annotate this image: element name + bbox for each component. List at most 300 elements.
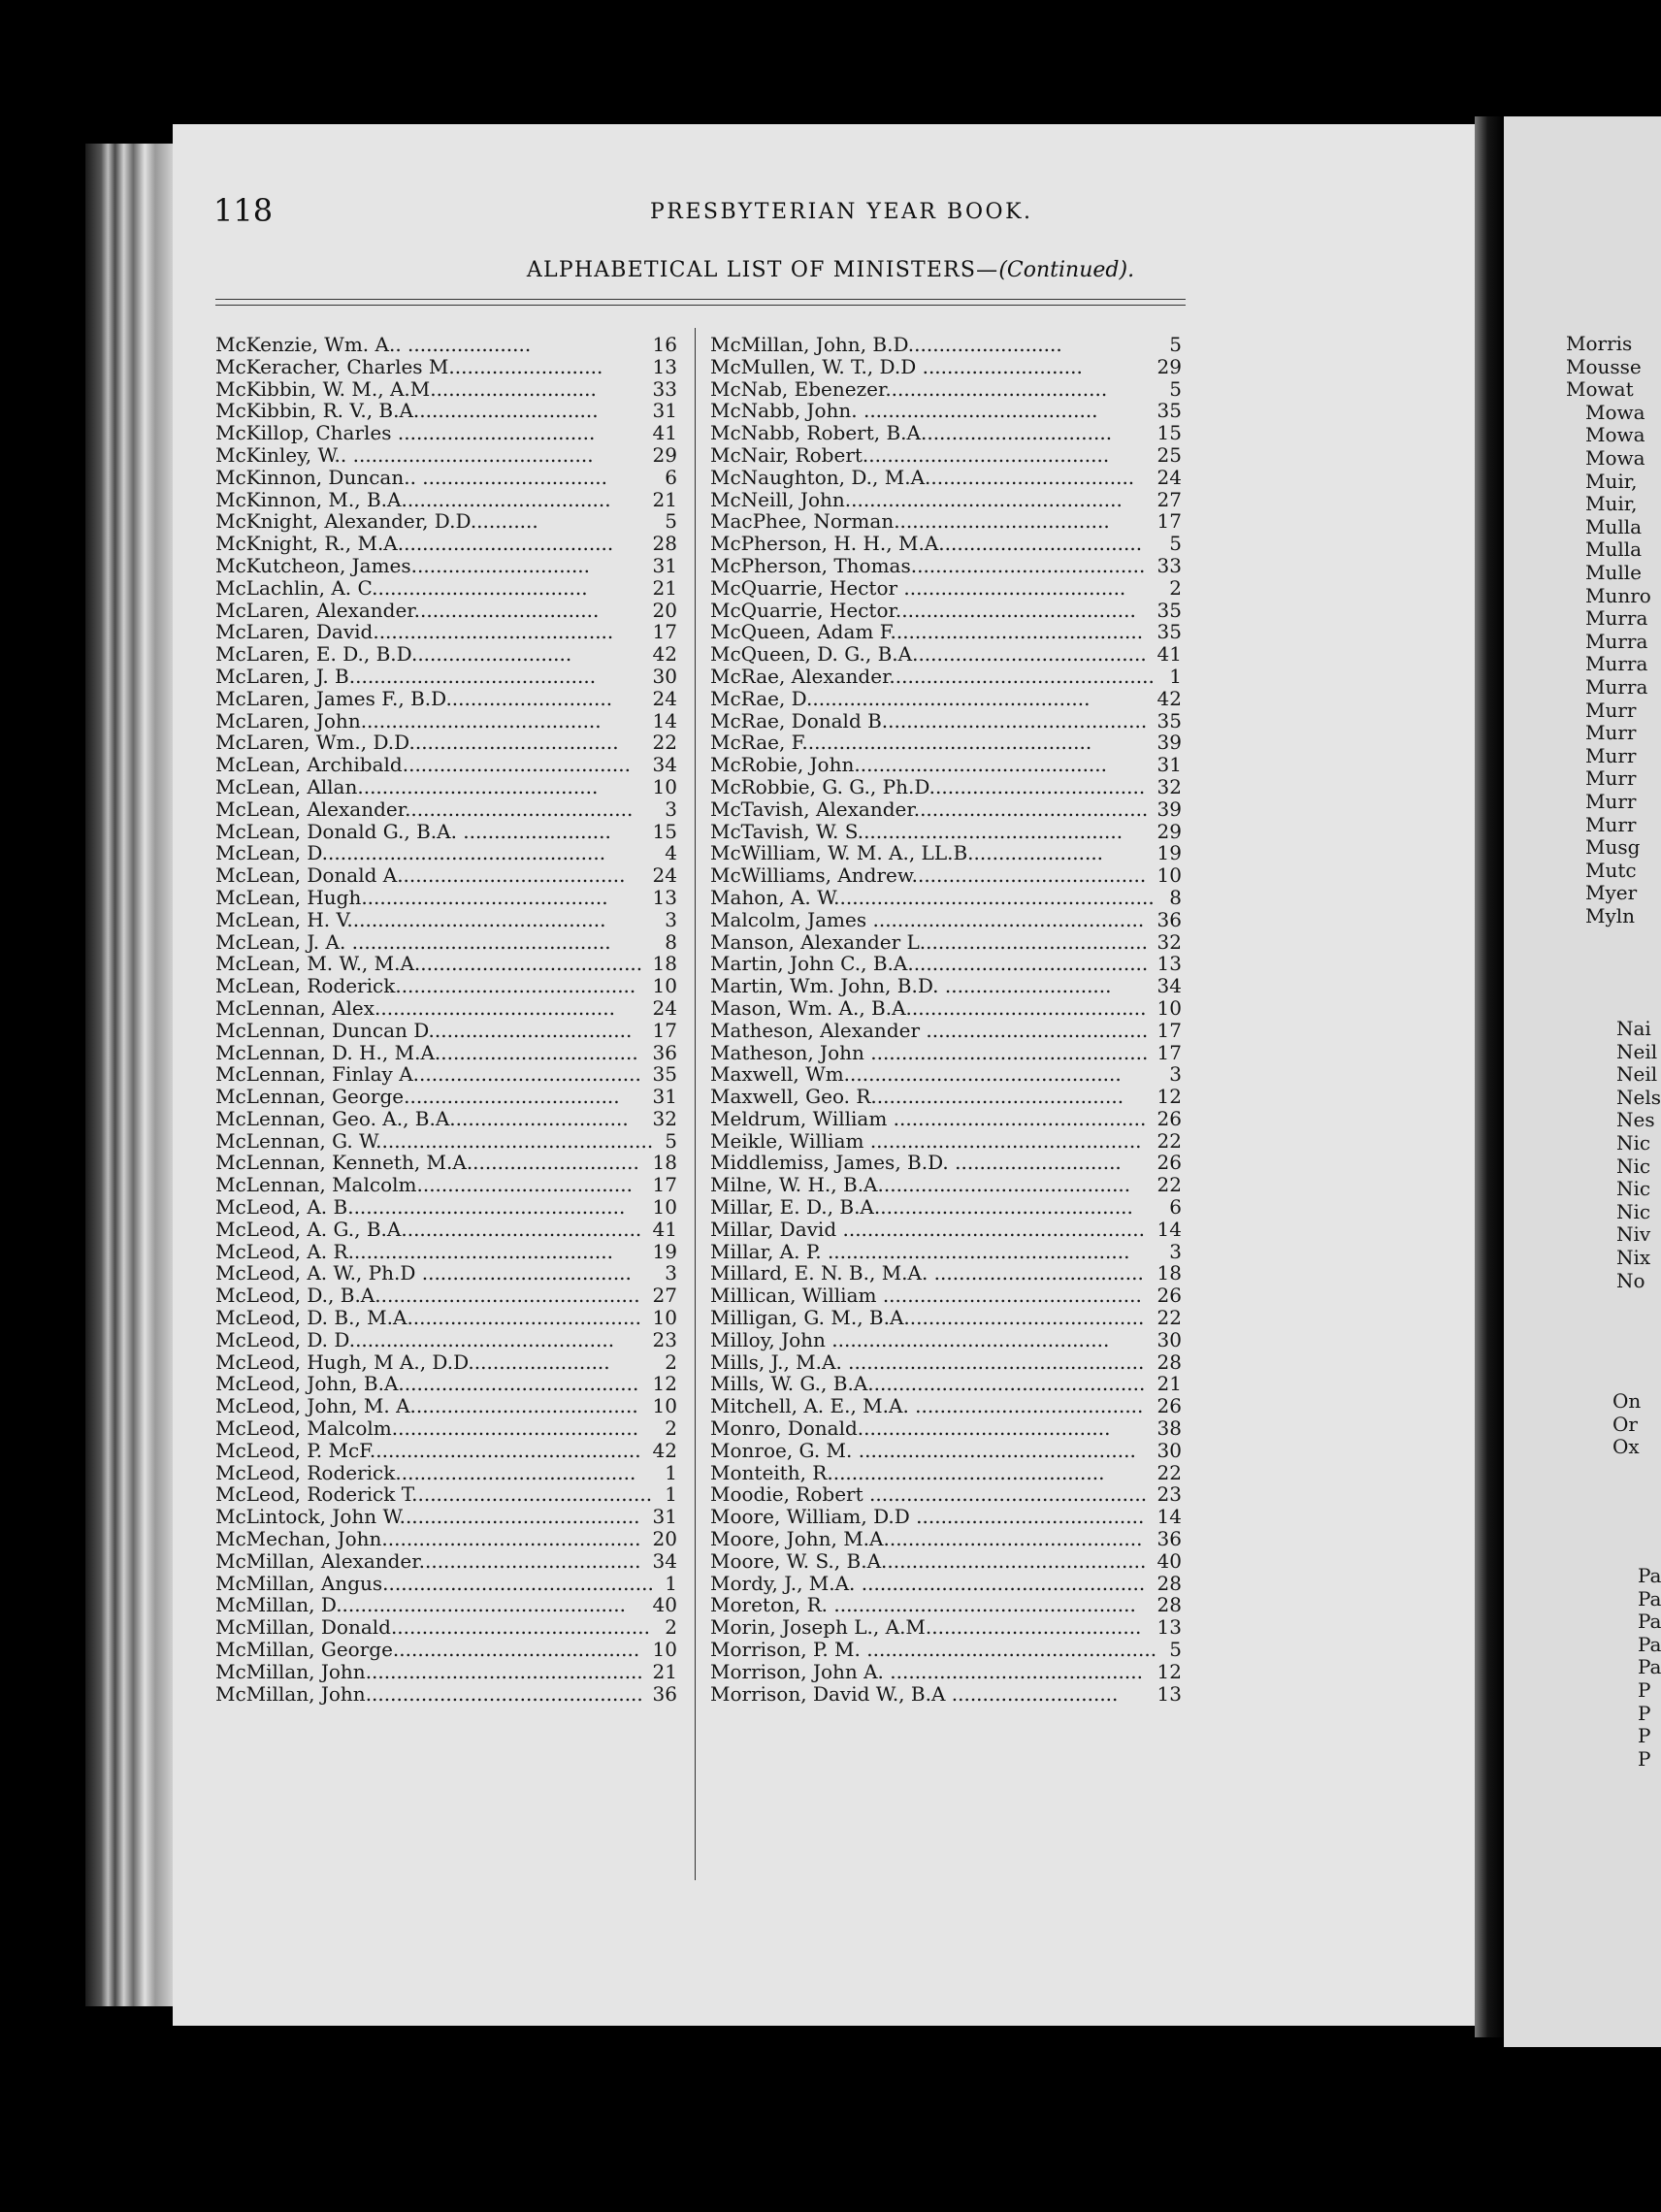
presbytery-number: 38 (1156, 1416, 1182, 1441)
presbytery-number: 28 (1156, 1350, 1182, 1374)
double-rule-top (215, 299, 1186, 300)
presbytery-number: 1 (1169, 664, 1182, 688)
presbytery-number: 31 (1156, 753, 1182, 777)
minister-entry (710, 1573, 1182, 1595)
minister-name: Mahon, A. W.................................................... (710, 885, 1155, 909)
presbytery-number: 22 (1156, 1306, 1182, 1330)
minister-entry (215, 732, 677, 754)
facing-page-entry: Ox (1612, 1435, 1640, 1459)
minister-entry (710, 356, 1182, 378)
minister-name: McLennan, Duncan D................................. (215, 1018, 633, 1042)
minister-entry (710, 467, 1182, 489)
minister-name: Mills, W. G., B.A............................................. (710, 1372, 1146, 1396)
minister-entry (710, 1262, 1182, 1285)
minister-name: McMillan, Donald.......................................... (215, 1615, 650, 1640)
presbytery-number: 26 (1156, 1394, 1182, 1418)
minister-entry (710, 842, 1182, 864)
minister-entry (710, 1174, 1182, 1196)
presbytery-number: 23 (1156, 1482, 1182, 1507)
facing-page-entry: P (1638, 1678, 1651, 1702)
minister-name: Malcolm, James ............................................ (710, 907, 1145, 931)
facing-page-entry: Munro (1585, 583, 1651, 607)
minister-name: McRobie, John......................................... (710, 753, 1108, 777)
minister-entry (710, 555, 1182, 577)
minister-entry (710, 909, 1182, 931)
presbytery-number: 10 (652, 974, 677, 998)
presbytery-number: 35 (652, 1062, 677, 1087)
minister-entry (710, 1130, 1182, 1153)
minister-entry (215, 909, 677, 931)
minister-name: McLaren, J. B........................................ (215, 664, 597, 688)
facing-page-entry: Pa (1638, 1564, 1661, 1587)
minister-name: Meldrum, William ......................................... (710, 1106, 1147, 1130)
minister-entry (215, 1351, 677, 1374)
facing-page (1504, 116, 1661, 2047)
minister-name: McMillan, Angus............................................ (215, 1571, 654, 1595)
presbytery-number: 28 (652, 532, 677, 556)
presbytery-number: 42 (1156, 686, 1182, 710)
minister-name: McRae, D.............................................. (710, 686, 1091, 710)
minister-entry (710, 378, 1182, 401)
minister-entry (710, 710, 1182, 732)
presbytery-number: 10 (1156, 995, 1182, 1020)
presbytery-number: 5 (665, 509, 677, 534)
presbytery-number: 3 (665, 1261, 677, 1285)
minister-name: McLennan, Geo. A., B.A............................. (215, 1106, 629, 1130)
minister-name: McQuarrie, Hector....................................... (710, 598, 1136, 622)
minister-name: McLeod, A. G., B.A....................................... (215, 1217, 642, 1241)
presbytery-number: 10 (652, 1306, 677, 1330)
presbytery-number: 6 (1169, 1195, 1182, 1220)
minister-name: Maxwell, Wm............................................. (710, 1062, 1122, 1087)
facing-page-entry: Murra (1585, 606, 1648, 631)
facing-page-entry: No (1616, 1268, 1645, 1292)
minister-name: McLeod, A. R........................................... (215, 1239, 613, 1263)
minister-entry (710, 887, 1182, 909)
minister-name: McLennan, Finlay A..................................... (215, 1062, 641, 1087)
minister-name: McLennan, G. W............................................. (215, 1128, 654, 1153)
presbytery-number: 19 (652, 1239, 677, 1263)
minister-entry (710, 1152, 1182, 1174)
presbytery-number: 25 (1156, 442, 1182, 467)
minister-name: McMillan, George........................................ (215, 1638, 640, 1662)
facing-page-entry: Mulla (1585, 514, 1643, 538)
running-title: PRESBYTERIAN YEAR BOOK. (650, 200, 1033, 224)
minister-entry (215, 1241, 677, 1263)
facing-page-entry: Murr (1585, 698, 1637, 722)
presbytery-number: 2 (1169, 575, 1182, 600)
minister-entry (215, 1174, 677, 1196)
facing-page-entries (1504, 116, 1661, 2047)
minister-entry (710, 1307, 1182, 1329)
presbytery-number: 13 (652, 354, 677, 378)
minister-entry (710, 1462, 1182, 1484)
minister-entry (215, 887, 677, 909)
minister-name: McPherson, Thomas...................................... (710, 553, 1146, 577)
book-binding-edge (85, 144, 173, 2006)
minister-entry (215, 688, 677, 710)
minister-entry (710, 422, 1182, 444)
facing-page-entry: Muir, (1585, 469, 1638, 493)
minister-entry (215, 1130, 677, 1153)
minister-entry (710, 1086, 1182, 1108)
minister-name: Martin, Wm. John, B.D. ........................... (710, 974, 1112, 998)
minister-entry (710, 489, 1182, 511)
presbytery-number: 26 (1156, 1106, 1182, 1130)
minister-entry (215, 467, 677, 489)
section-title (0, 258, 1661, 282)
minister-entry (215, 489, 677, 511)
minister-entry (710, 1219, 1182, 1241)
minister-entry (215, 1395, 677, 1417)
presbytery-number: 8 (1169, 885, 1182, 909)
minister-entry (215, 510, 677, 533)
presbytery-number: 26 (1156, 1284, 1182, 1308)
presbytery-number: 5 (1169, 376, 1182, 401)
presbytery-number: 35 (1156, 708, 1182, 732)
minister-name: Monteith, R............................................. (710, 1460, 1105, 1484)
minister-entry (710, 643, 1182, 666)
facing-page-entry: Pa (1638, 1632, 1661, 1656)
presbytery-number: 34 (652, 1548, 677, 1573)
minister-entry (710, 1042, 1182, 1064)
facing-page-entry: Musg (1585, 835, 1641, 860)
facing-page-entry: Murr (1585, 790, 1637, 813)
minister-name: Millar, E. D., B.A.......................................... (710, 1195, 1133, 1220)
presbytery-number: 2 (665, 1615, 677, 1640)
facing-page-entry: Pa (1638, 1655, 1661, 1679)
presbytery-number: 5 (1169, 532, 1182, 556)
presbytery-number: 32 (1156, 929, 1182, 954)
presbytery-number: 12 (1156, 1659, 1182, 1683)
minister-name: McMillan, John............................................. (215, 1659, 643, 1683)
minister-name: McLeod, John, B.A....................................... (215, 1372, 639, 1396)
facing-page-entry: P (1638, 1724, 1651, 1748)
minister-entry (215, 864, 677, 887)
presbytery-number: 12 (652, 1372, 677, 1396)
minister-entry (710, 666, 1182, 688)
minister-entry (215, 1108, 677, 1130)
minister-entry (710, 798, 1182, 821)
minister-entry (710, 600, 1182, 622)
minister-name: McQueen, D. G., B.A...................................... (710, 642, 1147, 667)
minister-entry (710, 533, 1182, 555)
minister-entry (215, 533, 677, 555)
minister-entry (710, 1196, 1182, 1219)
minister-entry (710, 1639, 1182, 1661)
minister-entry (215, 555, 677, 577)
presbytery-number: 12 (1156, 1085, 1182, 1109)
presbytery-number: 18 (652, 1151, 677, 1175)
minister-entry (215, 1086, 677, 1108)
facing-page-entry: Mulle (1585, 561, 1642, 584)
minister-name: Morrison, John A. ......................................... (710, 1659, 1143, 1683)
minister-entry (215, 334, 677, 356)
facing-page-entry: Niv (1616, 1222, 1651, 1247)
facing-page-entry: Mowa (1585, 400, 1645, 424)
minister-name: Martin, John C., B.A....................................... (710, 952, 1149, 976)
presbytery-number: 40 (1156, 1548, 1182, 1573)
minister-entry (710, 510, 1182, 533)
presbytery-number: 14 (1156, 1217, 1182, 1241)
minister-name: McRae, Donald B........................................... (710, 708, 1148, 732)
minister-name: McLeod, D. D........................................... (215, 1327, 615, 1351)
presbytery-number: 10 (1156, 863, 1182, 888)
minister-name: McKenzie, Wm. A.. .................... (215, 333, 532, 356)
minister-name: McMechan, John.......................................... (215, 1527, 641, 1551)
minister-entry (710, 1550, 1182, 1573)
minister-name: McLean, Donald A..................................... (215, 863, 626, 888)
minister-name: Middlemiss, James, B.D. ........................... (710, 1151, 1122, 1175)
minister-entry (215, 577, 677, 600)
facing-page-entry: Nels (1616, 1085, 1661, 1109)
minister-entry (215, 1329, 677, 1351)
presbytery-number: 13 (652, 885, 677, 909)
facing-page-entry: Nix (1616, 1246, 1651, 1269)
section-title-text: ALPHABETICAL LIST OF MINISTERS— (526, 258, 999, 282)
facing-page-entry: Murra (1585, 652, 1648, 676)
minister-entry (710, 1108, 1182, 1130)
presbytery-number: 18 (652, 952, 677, 976)
minister-entry (710, 621, 1182, 643)
facing-page-entry: P (1638, 1746, 1651, 1771)
minister-entry (215, 1219, 677, 1241)
minister-entry (710, 1594, 1182, 1616)
minister-name: McMullen, W. T., D.D .......................... (710, 354, 1083, 378)
minister-entry (215, 422, 677, 444)
presbytery-number: 17 (652, 620, 677, 644)
minister-name: McMillan, D............................................... (215, 1593, 626, 1617)
minister-name: McKillop, Charles ................................ (215, 421, 596, 445)
facing-page-entry: Nic (1616, 1154, 1651, 1178)
minister-name: Moore, William, D.D ..................................... (710, 1505, 1145, 1529)
presbytery-number: 36 (652, 1681, 677, 1706)
minister-name: McMillan, Alexander.................................... (215, 1548, 641, 1573)
presbytery-number: 41 (1156, 642, 1182, 667)
minister-name: Moore, John, M.A.......................................... (710, 1527, 1143, 1551)
presbytery-number: 22 (1156, 1460, 1182, 1484)
facing-page-entry: Muir, (1585, 492, 1638, 516)
minister-entry (710, 444, 1182, 467)
minister-name: McWilliam, W. M. A., LL.B...................... (710, 841, 1104, 865)
minister-entry (710, 688, 1182, 710)
minister-entry (710, 975, 1182, 997)
minister-entry (215, 1683, 677, 1706)
presbytery-number: 16 (652, 333, 677, 356)
minister-entry (710, 1241, 1182, 1263)
presbytery-number: 4 (665, 841, 677, 865)
presbytery-number: 24 (652, 863, 677, 888)
minister-name: McLean, J. A. .......................................... (215, 929, 611, 954)
minister-entry (710, 864, 1182, 887)
facing-page-entry: Murr (1585, 766, 1637, 791)
minister-entry (215, 1042, 677, 1064)
minister-entry (215, 821, 677, 843)
presbytery-number: 6 (665, 465, 677, 489)
minister-entry (215, 444, 677, 467)
minister-name: McLeod, Roderick....................................... (215, 1460, 636, 1484)
minister-name: Millar, A. P. ................................................. (710, 1239, 1130, 1263)
presbytery-number: 30 (652, 664, 677, 688)
minister-entry (710, 1528, 1182, 1550)
minister-entry (215, 1462, 677, 1484)
minister-name: McNair, Robert........................................ (710, 442, 1110, 467)
minister-name: McLean, H. V.......................................... (215, 907, 606, 931)
facing-page-entry: Nai (1616, 1017, 1651, 1040)
presbytery-number: 35 (1156, 620, 1182, 644)
minister-name: McRobbie, G. G., Ph.D................................... (710, 774, 1146, 798)
facing-page-entry: Mowa (1585, 423, 1645, 447)
minister-entry (710, 1329, 1182, 1351)
minister-name: McNabb, John. ...................................... (710, 399, 1098, 423)
facing-page-entry: Neil (1616, 1062, 1658, 1087)
minister-name: Morin, Joseph L., A.M................................... (710, 1615, 1142, 1640)
minister-entry (215, 1417, 677, 1440)
minister-name: MacPhee, Norman................................... (710, 509, 1110, 534)
minister-entry (215, 1373, 677, 1395)
minister-name: Moreton, R. ................................................. (710, 1593, 1136, 1617)
presbytery-number: 1 (665, 1571, 677, 1595)
minister-entry (710, 1395, 1182, 1417)
facing-page-entry: On (1612, 1389, 1642, 1413)
presbytery-number: 36 (1156, 1527, 1182, 1551)
presbytery-number: 42 (652, 642, 677, 667)
presbytery-number: 34 (652, 753, 677, 777)
presbytery-number: 15 (1156, 421, 1182, 445)
presbytery-number: 26 (1156, 1151, 1182, 1175)
presbytery-number: 35 (1156, 598, 1182, 622)
presbytery-number: 17 (652, 1018, 677, 1042)
minister-entry (215, 975, 677, 997)
presbytery-number: 31 (652, 1085, 677, 1109)
facing-page-entry: Nic (1616, 1177, 1651, 1201)
page-number: 118 (213, 192, 274, 229)
presbytery-number: 30 (1156, 1327, 1182, 1351)
presbytery-number: 32 (652, 1106, 677, 1130)
minister-name: Maxwell, Geo. R......................................... (710, 1085, 1124, 1109)
minister-name: McKinley, W.. ....................................... (215, 442, 594, 467)
minister-entry (710, 754, 1182, 776)
minister-entry (215, 1196, 677, 1219)
minister-entry (710, 732, 1182, 754)
minister-name: McLeod, P. McF............................................ (215, 1438, 641, 1462)
minister-name: McLennan, D. H., M.A................................. (215, 1040, 638, 1064)
minister-name: Moodie, Robert ............................................. (710, 1482, 1148, 1507)
minister-name: McNab, Ebenezer.................................... (710, 376, 1108, 401)
presbytery-number: 1 (665, 1460, 677, 1484)
minister-entry (215, 1573, 677, 1595)
facing-page-entry: Murr (1585, 721, 1637, 745)
minister-name: McLeod, D. B., M.A...................................... (215, 1306, 642, 1330)
minister-name: McLennan, George................................... (215, 1085, 620, 1109)
book-gutter (1475, 116, 1504, 2037)
facing-page-entry: Murr (1585, 743, 1637, 767)
minister-name: McLintock, John W....................................... (215, 1505, 640, 1529)
minister-entry (215, 400, 677, 422)
minister-entry (215, 798, 677, 821)
presbytery-number: 31 (652, 553, 677, 577)
presbytery-number: 32 (1156, 774, 1182, 798)
minister-entry (710, 577, 1182, 600)
minister-entry (215, 953, 677, 975)
presbytery-number: 2 (665, 1416, 677, 1441)
minister-entry (215, 754, 677, 776)
minister-name: McKinnon, M., B.A.................................. (215, 487, 611, 511)
minister-name: McLaren, Alexander.............................. (215, 598, 600, 622)
presbytery-number: 42 (652, 1438, 677, 1462)
minister-name: McKeracher, Charles M......................... (215, 354, 603, 378)
minister-entry (215, 931, 677, 954)
presbytery-number: 28 (1156, 1571, 1182, 1595)
facing-page-entry: Neil (1616, 1039, 1658, 1063)
minister-entry (710, 1440, 1182, 1462)
minister-name: McNaughton, D., M.A.................................. (710, 465, 1135, 489)
minister-entry (710, 1351, 1182, 1374)
presbytery-number: 5 (665, 1128, 677, 1153)
minister-entry (215, 842, 677, 864)
facing-page-entry: Murr (1585, 812, 1637, 836)
presbytery-number: 29 (1156, 819, 1182, 843)
presbytery-number: 20 (652, 598, 677, 622)
presbytery-number: 3 (1169, 1062, 1182, 1087)
presbytery-number: 36 (652, 1040, 677, 1064)
minister-name: McLeod, D., B.A........................................... (215, 1284, 640, 1308)
minister-name: McMillan, John, B.D......................... (710, 333, 1062, 356)
minister-entry (710, 1285, 1182, 1307)
presbytery-number: 28 (1156, 1593, 1182, 1617)
minister-entry (215, 776, 677, 798)
facing-page-entry: Or (1612, 1412, 1638, 1436)
minister-name: McLaren, David....................................... (215, 620, 614, 644)
right-column-list (710, 334, 1182, 1705)
presbytery-number: 21 (1156, 1372, 1182, 1396)
minister-name: McKibbin, W. M., A.M........................... (215, 376, 597, 401)
minister-name: McKnight, R., M.A................................... (215, 532, 614, 556)
minister-entry (710, 776, 1182, 798)
minister-name: McLeod, A. B............................................. (215, 1195, 626, 1220)
presbytery-number: 10 (652, 1195, 677, 1220)
presbytery-number: 17 (1156, 1018, 1182, 1042)
facing-page-entry: Mowat (1566, 377, 1634, 402)
minister-entry (710, 1506, 1182, 1528)
minister-name: Matheson, John ............................................. (710, 1040, 1149, 1064)
presbytery-number: 10 (652, 774, 677, 798)
minister-name: McQueen, Adam F......................................... (710, 620, 1144, 644)
presbytery-number: 8 (665, 929, 677, 954)
minister-name: McLaren, John....................................... (215, 708, 602, 732)
minister-name: McNabb, Robert, B.A............................... (710, 421, 1113, 445)
minister-name: McLaren, James F., B.D........................... (215, 686, 613, 710)
facing-page-entry: Nes (1616, 1108, 1655, 1132)
minister-name: McLaren, Wm., D.D.................................. (215, 731, 619, 755)
minister-entry (710, 1063, 1182, 1086)
minister-name: McLean, Allan....................................... (215, 774, 599, 798)
minister-name: Mordy, J., M.A. .............................................. (710, 1571, 1146, 1595)
minister-name: McPherson, H. H., M.A................................. (710, 532, 1143, 556)
presbytery-number: 14 (1156, 1505, 1182, 1529)
minister-entry (215, 1616, 677, 1639)
presbytery-number: 39 (1156, 731, 1182, 755)
presbytery-number: 10 (652, 1394, 677, 1418)
minister-name: Matheson, Alexander .................................... (710, 1018, 1149, 1042)
presbytery-number: 3 (665, 797, 677, 821)
presbytery-number: 23 (652, 1327, 677, 1351)
minister-entry (215, 600, 677, 622)
minister-entry (215, 1528, 677, 1550)
presbytery-number: 39 (1156, 797, 1182, 821)
facing-page-entry: Morris (1566, 332, 1633, 355)
minister-name: Milligan, G. M., B.A....................................... (710, 1306, 1145, 1330)
